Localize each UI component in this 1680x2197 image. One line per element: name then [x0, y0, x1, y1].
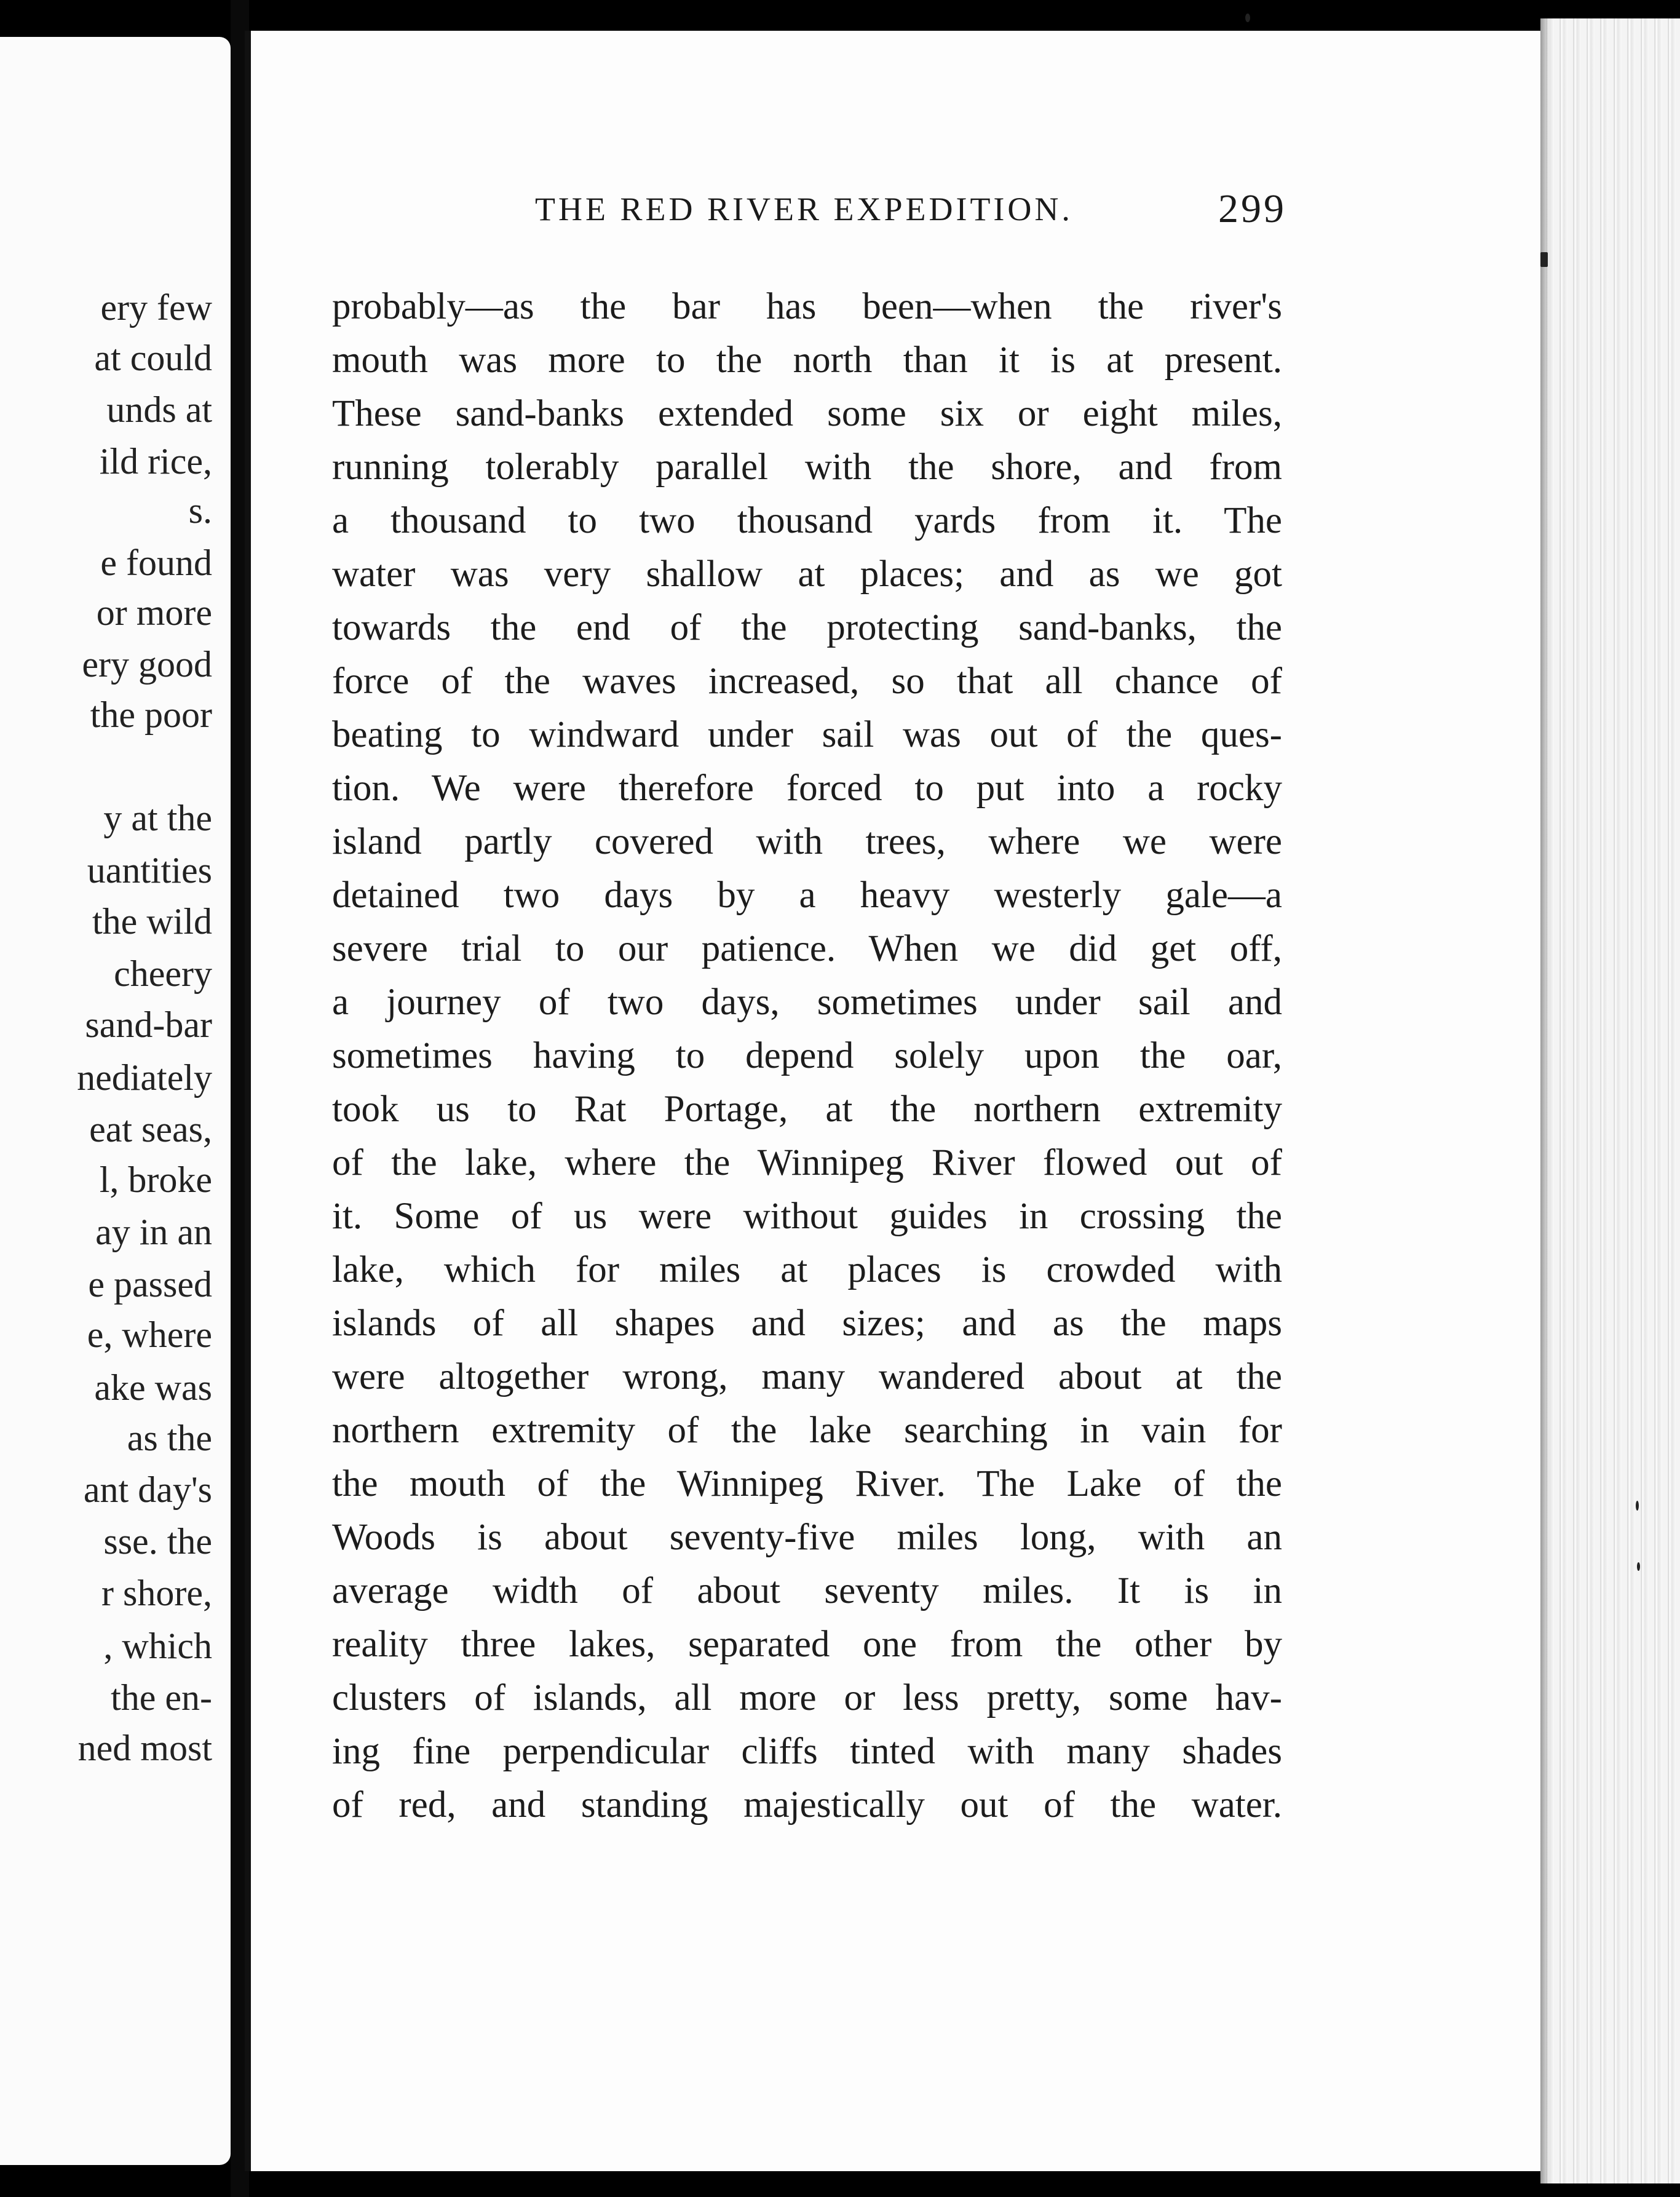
text-line: beating to windward under sail was out of the ques- — [332, 714, 1282, 755]
page-number: 299 — [1218, 186, 1286, 231]
page-header — [535, 185, 1286, 234]
text-line: islands of all shapes and sizes; and as the maps — [332, 1303, 1282, 1344]
text-line: probably—as the bar has been—when the river's — [332, 286, 1282, 327]
text-line: the mouth of the Winnipeg River. The Lake of the — [332, 1463, 1282, 1504]
text-line: water was very shallow at places; and as we got — [332, 554, 1282, 595]
text-line: of red, and standing majestically out of the water. — [332, 1784, 1282, 1826]
body-text — [332, 280, 1282, 1832]
text-line: of the lake, where the Winnipeg River flowed out of — [332, 1142, 1282, 1183]
facing-page-line: ild rice, — [99, 441, 212, 482]
page-edges-stack — [1540, 18, 1680, 2183]
facing-page-line: e found — [100, 542, 212, 583]
facing-page-line: or more — [96, 592, 212, 633]
text-line: towards the end of the protecting sand-banks, the — [332, 607, 1282, 648]
text-line: northern extremity of the lake searching in vain for — [332, 1410, 1282, 1451]
facing-page-line: ery few — [100, 287, 212, 328]
facing-page-line: nediately — [77, 1057, 212, 1098]
facing-page-line: e passed — [88, 1264, 212, 1305]
facing-page-line: sand-bar — [85, 1004, 212, 1045]
facing-page-line: uantities — [87, 850, 212, 891]
text-line: a thousand to two thousand yards from it. The — [332, 500, 1282, 541]
facing-page-line: r shore, — [101, 1573, 212, 1613]
facing-page-line: e, where — [87, 1314, 212, 1355]
facing-page-line: the en- — [111, 1677, 212, 1718]
text-line: island partly covered with trees, where we were — [332, 821, 1282, 862]
facing-page-line: the poor — [90, 694, 212, 735]
text-line: lake, which for miles at places is crowded with — [332, 1249, 1282, 1290]
facing-page-line: y at the — [103, 798, 212, 838]
facing-page-line: ake was — [94, 1367, 212, 1408]
facing-page-line: l, broke — [99, 1159, 212, 1200]
facing-page-line: sse. the — [103, 1521, 212, 1562]
text-line: severe trial to our patience. When we did get off, — [332, 928, 1282, 969]
text-line: took us to Rat Portage, at the northern extremity — [332, 1089, 1282, 1130]
text-line: running tolerably parallel with the shore, and from — [332, 447, 1282, 488]
facing-page-line: ery good — [82, 644, 212, 685]
text-line: mouth was more to the north than it is at present. — [332, 340, 1282, 381]
text-line: it. Some of us were without guides in crossing the — [332, 1196, 1282, 1237]
facing-page-line: ant day's — [83, 1469, 212, 1510]
text-line: Woods is about seventy-five miles long, with an — [332, 1517, 1282, 1558]
facing-page-left — [0, 37, 231, 2165]
facing-page-line: s. — [188, 490, 212, 531]
text-line: detained two days by a heavy westerly gale—a — [332, 875, 1282, 916]
text-line: sometimes having to depend solely upon the oar, — [332, 1035, 1282, 1076]
text-line: tion. We were therefore forced to put into a rocky — [332, 768, 1282, 809]
text-line: force of the waves increased, so that all chance of — [332, 661, 1282, 702]
facing-page-line: unds at — [106, 389, 212, 430]
text-line: a journey of two days, sometimes under sail and — [332, 982, 1282, 1023]
facing-page-line: the wild — [92, 901, 212, 942]
text-line: average width of about seventy miles. It is in — [332, 1570, 1282, 1611]
facing-page-line: ned most — [77, 1728, 212, 1768]
facing-page-line: ay in an — [95, 1212, 212, 1252]
facing-page-line: eat seas, — [89, 1109, 212, 1150]
text-line: reality three lakes, separated one from the other by — [332, 1624, 1282, 1665]
facing-page-line: at could — [94, 338, 212, 378]
page-edges-shadow — [1540, 18, 1550, 2183]
text-line: clusters of islands, all more or less pretty, some hav- — [332, 1677, 1282, 1718]
running-head: THE RED RIVER EXPEDITION. — [535, 191, 1073, 228]
text-line: ing fine perpendicular cliffs tinted with many shades — [332, 1731, 1282, 1772]
facing-page-line: cheery — [114, 953, 212, 994]
facing-page-line: as the — [127, 1418, 212, 1458]
facing-page-line: , which — [103, 1626, 212, 1666]
text-line: were altogether wrong, many wandered about at the — [332, 1356, 1282, 1397]
text-line: These sand-banks extended some six or eight miles, — [332, 393, 1282, 434]
